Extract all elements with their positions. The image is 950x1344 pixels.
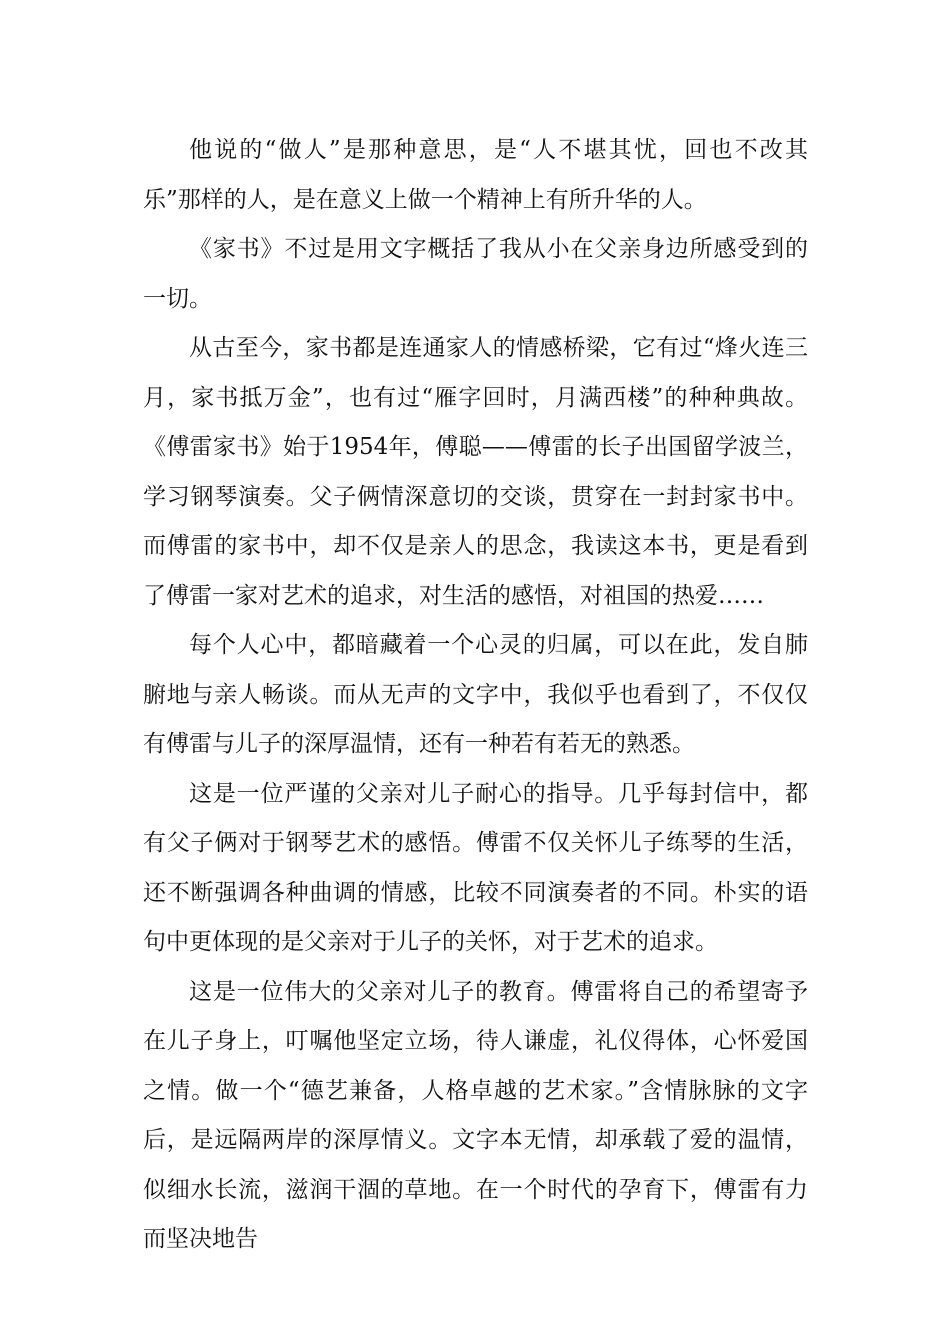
paragraph-2: 《家书》不过是用文字概括了我从小在父亲身边所感受到的一切。 xyxy=(143,236,808,312)
paragraph-1: 他说的“做人”是那种意思，是“人不堪其忧，回也不改其乐”那样的人，是在意义上做一个精神上有所升华的人。 xyxy=(143,137,808,213)
paragraph-6: 这是一位伟大的父亲对儿子的教育。傅雷将自己的希望寄予在儿子身上，叮嘱他坚定立场，待人谦虚，礼仪得体，心怀爱国之情。做一个“德艺兼备，人格卓越的艺术家。”含情脉脉的文字后，是远隔两岸的深厚情义。文字本无情，却承载了爱的温情，似细水长流，滋润干涸的草地。在一个时代的孕育下，傅雷有力而坚决地告 xyxy=(143,978,808,1252)
paragraph-3: 从古至今，家书都是连通家人的情感桥梁，它有过“烽火连三月，家书抵万金”，也有过“雁字回时，月满西楼”的种种典故。《傅雷家书》始于1954年，傅聪——傅雷的长子出国留学波兰，学习钢琴演奏。父子俩情深意切的交谈，贯穿在一封封家书中。而傅雷的家书中，却不仅是亲人的思念，我读这本书，更是看到了傅雷一家对艺术的追求，对生活的感悟，对祖国的热爱…… xyxy=(143,335,808,609)
body-text xyxy=(143,126,808,1265)
paragraph-4: 每个人心中，都暗藏着一个心灵的归属，可以在此，发自肺腑地与亲人畅谈。而从无声的文字中，我似乎也看到了，不仅仅有傅雷与儿子的深厚温情，还有一种若有若无的熟悉。 xyxy=(143,632,808,757)
paragraph-5: 这是一位严谨的父亲对儿子耐心的指导。几乎每封信中，都有父子俩对于钢琴艺术的感悟。傅雷不仅关怀儿子练琴的生活，还不断强调各种曲调的情感，比较不同演奏者的不同。朴实的语句中更体现的是父亲对于儿子的关怀，对于艺术的追求。 xyxy=(143,780,808,955)
